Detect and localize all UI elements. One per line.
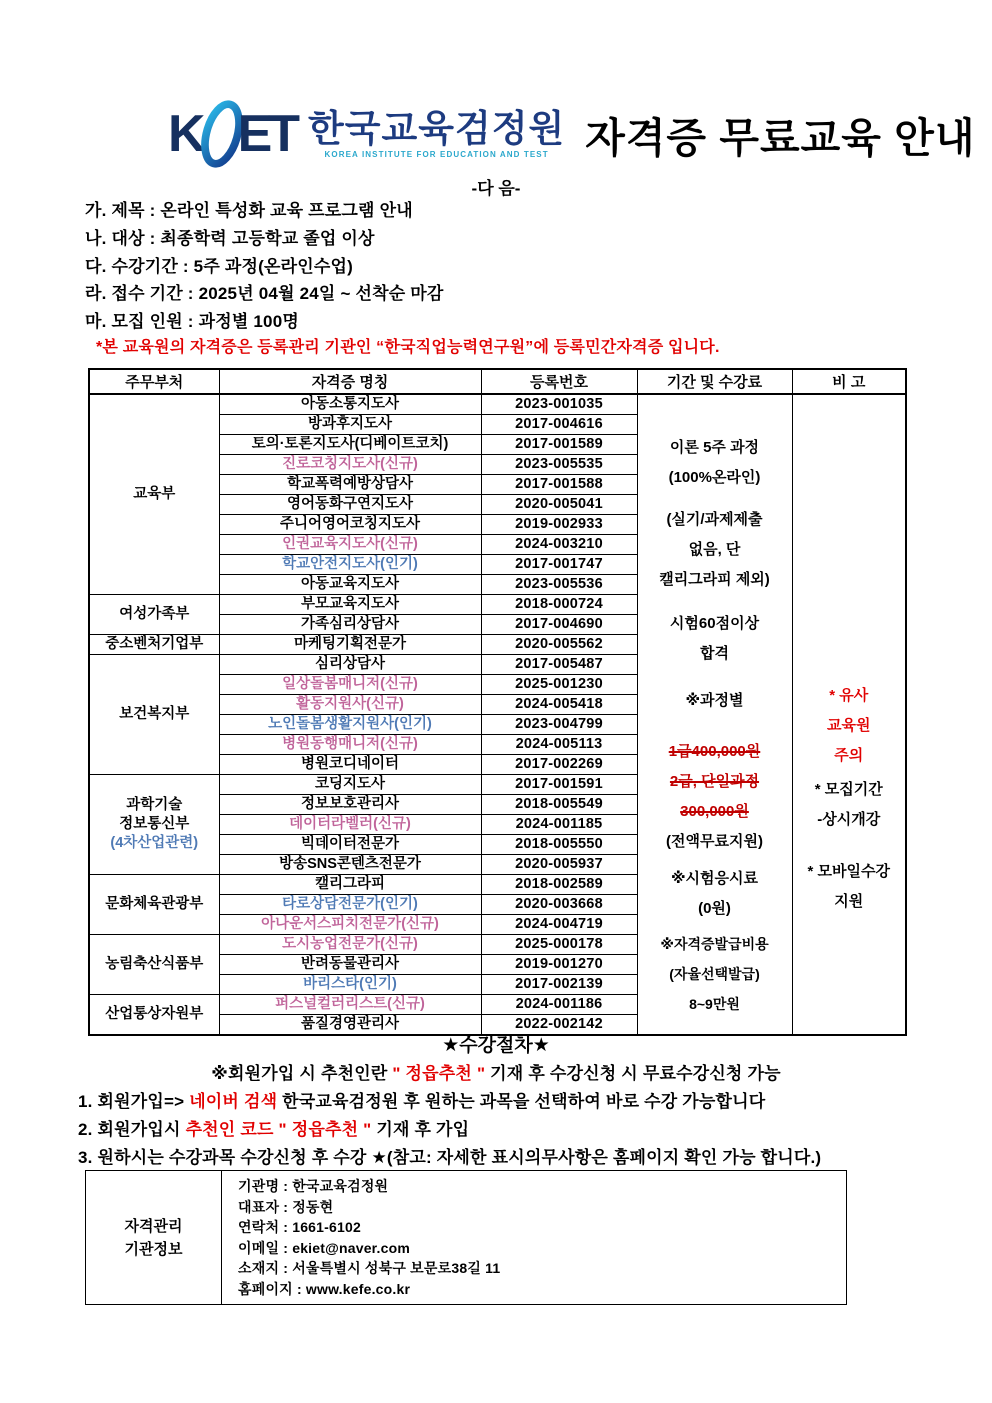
registration-number-cell: 2018-005550 — [481, 835, 637, 855]
org-detail-line: 기관명 : 한국교육검정원 — [238, 1178, 389, 1194]
column-header: 기간 및 수강료 — [637, 369, 792, 394]
page-title: 자격증 무료교육 안내 — [585, 114, 976, 161]
certificate-name-cell: 노인돌봄생활지원사(인기) — [219, 715, 481, 735]
column-header: 비 고 — [792, 369, 906, 394]
ministry-line: 중소벤처기업부 — [105, 636, 204, 652]
table-row — [89, 394, 906, 415]
certificate-name-cell: 가족심리상담사 — [219, 615, 481, 635]
text-segment: 회원가입시 — [97, 1120, 186, 1139]
block-line: * 모바일수강 — [807, 862, 890, 880]
procedure-line — [0, 1116, 992, 1144]
registration-number-cell: 2017-001591 — [481, 775, 637, 795]
text-segment: 나. 대상 : — [85, 228, 161, 248]
block-line: 2급, 단일과정 — [669, 772, 760, 790]
block-line: (자율선택발급) — [669, 965, 760, 982]
ministry-cell — [89, 935, 219, 995]
text-segment: 100명 — [253, 312, 299, 332]
certificate-name-cell: 아동소통지도사 — [219, 394, 481, 415]
text-segment: 과정별 — [198, 312, 254, 332]
certificate-name-cell: 학교안전지도사(인기) — [219, 555, 481, 575]
registration-number-cell: 2022-002142 — [481, 1015, 637, 1036]
ministry-cell — [89, 875, 219, 935]
certificate-name-cell: 병원코디네이터 — [219, 755, 481, 775]
block-line: ※과정별 — [685, 691, 744, 709]
certificate-name-cell: 데이터라벨러(신규) — [219, 815, 481, 835]
text-segment: ★(참고: 자세한 표시의무사항은 홈페이지 확인 가능 합니다.) — [371, 1148, 822, 1167]
org-info-detail-cell — [222, 1171, 847, 1305]
procedure-line — [0, 1060, 992, 1088]
text-segment: 정읍추천 — [291, 1120, 359, 1139]
certificate-name-cell: 아나운서스피치전문가(신규) — [219, 915, 481, 935]
block-line: 1급400,000원 — [668, 742, 761, 760]
remarks-cell — [792, 394, 906, 1035]
registration-number-cell: 2024-001185 — [481, 815, 637, 835]
ministry-line: 여성가족부 — [119, 606, 190, 622]
certificate-name-cell: 품질경영관리사 — [219, 1015, 481, 1036]
block-line: 이론 5주 과정 — [669, 438, 760, 456]
block-line: ※자격증발급비용 — [660, 935, 769, 952]
text-segment: 최종학력 고등학교 졸업 이상 — [160, 228, 375, 248]
text-segment: 라. 접수 기간 : — [85, 284, 199, 304]
info-list — [85, 197, 915, 336]
block-line: 캘리그라피 제외) — [659, 570, 770, 588]
ministry-cell — [89, 655, 219, 775]
block-line: 8~9만원 — [689, 995, 740, 1012]
registration-number-cell: 2024-005113 — [481, 735, 637, 755]
logo-letters-et: ET — [237, 105, 297, 163]
block-line: (실기/과제제출 — [666, 510, 763, 528]
certificate-table-wrap — [88, 368, 907, 1036]
block-line: ※시험응시료 — [670, 869, 759, 887]
text-segment: 기재 후 가입 — [376, 1120, 470, 1139]
text-segment: 마. 모집 인원 : — [85, 312, 199, 332]
column-header: 자격증 명칭 — [219, 369, 481, 394]
registration-number-cell: 2018-000724 — [481, 595, 637, 615]
block-line: 교육원 — [827, 716, 871, 734]
certificate-table — [88, 368, 907, 1036]
ministry-line: 과학기술 — [126, 797, 183, 813]
certificate-name-cell: 빅데이터전문가 — [219, 835, 481, 855]
registration-number-cell: 2025-000178 — [481, 935, 637, 955]
merged-cell-block — [638, 864, 792, 924]
registration-number-cell: 2024-003210 — [481, 535, 637, 555]
certificate-name-cell: 심리상담사 — [219, 655, 481, 675]
registration-number-cell: 2020-005041 — [481, 495, 637, 515]
registration-number-cell: 2020-003668 — [481, 895, 637, 915]
org-detail-line: 홈페이지 : www.kefe.co.kr — [238, 1280, 411, 1297]
column-header: 주무부처 — [89, 369, 219, 394]
certificate-name-cell: 인권교육지도사(신규) — [219, 535, 481, 555]
block-line: * 모집기간 — [814, 780, 883, 798]
text-segment: 네이버 검색 — [189, 1092, 278, 1111]
registration-number-cell: 2020-005937 — [481, 855, 637, 875]
text-segment: ※회원가입 시 추천인란 — [211, 1064, 393, 1083]
registration-number-cell: 2024-001186 — [481, 995, 637, 1015]
ministry-cell — [89, 995, 219, 1036]
org-info-label-cell — [86, 1171, 222, 1305]
org-label-line: 기관정보 — [124, 1240, 183, 1258]
period-fee-cell — [637, 394, 792, 1035]
text-segment: 2025년 04월 24일 — [198, 284, 336, 304]
block-line: (100%온라인) — [668, 468, 761, 486]
block-line: 없음, 단 — [688, 540, 741, 558]
info-line — [85, 225, 915, 253]
certificate-name-cell: 토의·토론지도사(디베이트코치) — [219, 435, 481, 455]
block-line: * 유사 — [829, 686, 869, 704]
registration-notice: *본 교육원의 자격증은 등록관리 기관인 “한국직업능력연구원”에 등록민간자격증 입니다. — [96, 339, 720, 356]
logo-name-block — [308, 109, 565, 159]
header — [168, 92, 975, 176]
certificate-name-cell: 진로코칭지도사(신규) — [219, 455, 481, 475]
block-line: 300,000원 — [680, 802, 749, 820]
table-header-row — [89, 369, 906, 394]
info-line — [85, 308, 915, 336]
org-info-table — [85, 1170, 847, 1305]
merged-cell-block — [638, 929, 792, 1019]
registration-number-cell: 2024-004719 — [481, 915, 637, 935]
block-line: 지원 — [834, 892, 864, 910]
text-segment: 기재 후 수강신청 시 무료수강신청 가능 — [485, 1064, 781, 1083]
ministry-line: 정보통신부 — [119, 816, 190, 832]
ministry-cell — [89, 595, 219, 635]
merged-cell-block — [638, 505, 792, 595]
info-line — [85, 280, 915, 308]
block-line: (0원) — [698, 899, 731, 917]
text-segment: 5주 — [193, 256, 220, 276]
text-segment: ~ 선착순 마감 — [335, 284, 444, 304]
certificate-name-cell: 방송SNS콘텐츠전문가 — [219, 855, 481, 875]
text-segment: 회원가입=> — [97, 1092, 190, 1111]
info-line — [85, 197, 915, 225]
merged-cell-block — [638, 686, 792, 716]
merged-cell-block — [793, 857, 906, 917]
registration-number-cell: 2017-005487 — [481, 655, 637, 675]
enrollment-procedure — [0, 1032, 992, 1172]
block-line: 시험60점이상 — [669, 614, 760, 632]
certificate-name-cell: 반려동물관리사 — [219, 955, 481, 975]
text-segment: " — [358, 1120, 377, 1139]
subtitle-daeum: -다 음- — [471, 179, 521, 198]
org-name-english: KOREA INSTITUTE FOR EDUCATION AND TEST — [324, 150, 549, 159]
certificate-name-cell: 아동교육지도사 — [219, 575, 481, 595]
certificate-name-cell: 캘리그라피 — [219, 875, 481, 895]
registration-number-cell: 2024-005418 — [481, 695, 637, 715]
ministry-line: 보건복지부 — [119, 706, 190, 722]
merged-cell-block — [638, 827, 792, 857]
procedure-lines — [0, 1060, 992, 1172]
text-segment: 2. — [78, 1120, 98, 1139]
block-line: -상시개강 — [817, 810, 881, 828]
merged-cell-block — [638, 737, 792, 827]
text-segment: 추천인 코드 — [185, 1120, 274, 1139]
registration-number-cell: 2017-001588 — [481, 475, 637, 495]
registration-number-cell: 2017-004616 — [481, 415, 637, 435]
merged-cell-block — [638, 433, 792, 493]
registration-number-cell: 2023-004799 — [481, 715, 637, 735]
org-detail-line: 이메일 : ekiet@naver.com — [238, 1239, 411, 1256]
text-segment: 한국교육검정원 후 원하는 과목을 선택하여 바로 수강 가능합니다 — [277, 1092, 766, 1111]
ministry-line: 농림축산식품부 — [105, 956, 204, 972]
registration-number-cell: 2023-001035 — [481, 394, 637, 415]
org-detail-line: 소재지 : 서울특별시 성북구 보문로38길 11 — [238, 1260, 501, 1276]
org-detail-line: 대표자 : 정동현 — [238, 1198, 334, 1215]
registration-number-cell: 2023-005536 — [481, 575, 637, 595]
text-segment: 가. 제목 : — [85, 201, 161, 220]
org-label-line: 자격관리 — [124, 1217, 183, 1235]
registration-number-cell: 2019-002933 — [481, 515, 637, 535]
procedure-line — [0, 1144, 992, 1172]
text-segment: 3. — [78, 1148, 98, 1167]
ministry-line: 산업통상자원부 — [105, 1006, 204, 1022]
procedure-line — [0, 1088, 992, 1116]
certificate-name-cell: 영어동화구연지도사 — [219, 495, 481, 515]
text-segment: " — [273, 1120, 292, 1139]
registration-number-cell: 2018-005549 — [481, 795, 637, 815]
certificate-name-cell: 정보보호관리사 — [219, 795, 481, 815]
certificate-name-cell: 학교폭력예방상담사 — [219, 475, 481, 495]
logo-letter-k: K — [168, 105, 203, 163]
info-line — [85, 253, 915, 281]
certificate-name-cell: 코딩지도사 — [219, 775, 481, 795]
block-line: (전액무료지원) — [666, 832, 763, 850]
registration-number-cell: 2017-001747 — [481, 555, 637, 575]
text-segment: 다. 수강기간 : — [85, 256, 194, 276]
certificate-name-cell: 방과후지도사 — [219, 415, 481, 435]
merged-cell-block — [793, 775, 906, 835]
certificate-name-cell: 부모교육지도사 — [219, 595, 481, 615]
registration-number-cell: 2023-005535 — [481, 455, 637, 475]
block-line: 합격 — [700, 644, 729, 662]
column-header: 등록번호 — [481, 369, 637, 394]
certificate-name-cell: 일상돌봄매니저(신규) — [219, 675, 481, 695]
org-detail-line: 연락처 : 1661-6102 — [238, 1219, 361, 1235]
ministry-cell — [89, 394, 219, 595]
kiet-logo — [168, 95, 296, 173]
merged-cell-block — [793, 681, 906, 771]
ministry-line: (4차산업관련) — [110, 835, 199, 851]
certificate-name-cell: 퍼스널컬러리스트(신규) — [219, 995, 481, 1015]
org-name-korean: 한국교육검정원 — [308, 108, 566, 149]
text-segment: 과정(온라인수업) — [219, 256, 353, 276]
registration-number-cell: 2025-001230 — [481, 675, 637, 695]
registration-number-cell: 2020-005562 — [481, 635, 637, 655]
org-info-wrap — [85, 1170, 847, 1305]
merged-cell-block — [638, 609, 792, 669]
certificate-name-cell: 도시농업전문가(신규) — [219, 935, 481, 955]
block-line: 주의 — [834, 746, 864, 764]
registration-number-cell: 2017-002139 — [481, 975, 637, 995]
ministry-cell — [89, 775, 219, 875]
text-segment: " 정읍추천 " — [392, 1064, 486, 1083]
certificate-name-cell: 활동지원사(신규) — [219, 695, 481, 715]
registration-number-cell: 2017-001589 — [481, 435, 637, 455]
certificate-name-cell: 주니어영어코칭지도사 — [219, 515, 481, 535]
registration-number-cell: 2017-004690 — [481, 615, 637, 635]
certificate-name-cell: 병원동행매니저(신규) — [219, 735, 481, 755]
certificate-name-cell: 바리스타(인기) — [219, 975, 481, 995]
text-segment: 원하시는 수강과목 수강신청 후 수강 — [97, 1148, 372, 1167]
procedure-title: ★수강절차★ — [442, 1035, 550, 1056]
registration-number-cell: 2018-002589 — [481, 875, 637, 895]
text-segment: 1. — [78, 1092, 98, 1111]
ministry-line: 교육부 — [133, 486, 176, 502]
certificate-name-cell: 마케팅기획전문가 — [219, 635, 481, 655]
ministry-line: 문화체육관광부 — [105, 896, 204, 912]
registration-number-cell: 2019-001270 — [481, 955, 637, 975]
registration-number-cell: 2017-002269 — [481, 755, 637, 775]
text-segment: 온라인 특성화 교육 프로그램 안내 — [160, 201, 413, 220]
certificate-name-cell: 타로상담전문가(인기) — [219, 895, 481, 915]
ministry-cell — [89, 635, 219, 655]
